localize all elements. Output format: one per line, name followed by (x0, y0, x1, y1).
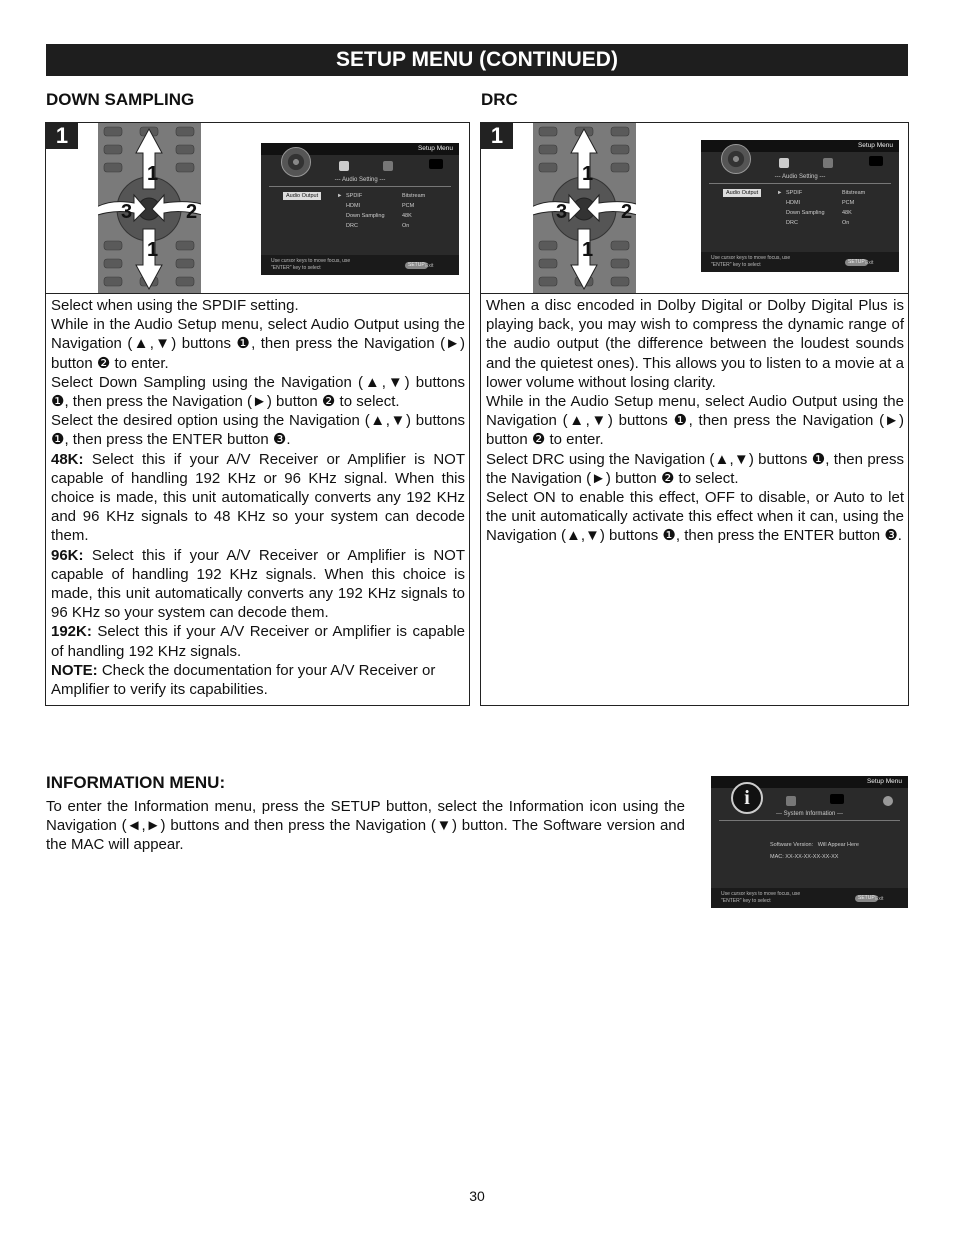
audio-output-selected: Audio Output (283, 192, 321, 200)
drc-text: When a disc encoded in Dolby Digital or Dolby Digital Plus is playing back, you may wish to compress the dynamic range of the audio output (the difference between the loudest sounds and the quietest ones). This allows you to listen to a movie at a lower volume without losing clarity. While in the Audio Setup menu, select Audio Output using the Navigation (▲,▼) buttons ❶, then press the Navigation (►) button ❷ to enter. Select DRC using the Navigation (▲,▼) buttons ❶, then press the Navigation (►) button ❷ to select. Select ON to enable this effect, OFF to disable, or Auto to let the unit automatically activate this effect when it can, using the Navigation (▲,▼) buttons ❶, then press the ENTER button ❸. (486, 297, 904, 545)
screen-header: Setup Menu (701, 140, 899, 152)
info-tab-icon (339, 161, 349, 171)
nav-up-label: 1 (582, 163, 594, 185)
nav-right-label: 2 (621, 201, 633, 223)
audio-output-selected: Audio Output (723, 189, 761, 197)
screen-header: Setup Menu (261, 143, 459, 155)
nav-right-label: 2 (186, 201, 198, 223)
information-text: To enter the Information menu, press the SETUP button, select the Information icon using the Navigation (◄,►) buttons and then press the Navigation (▼) button. The Software version and the MAC will appear. (46, 798, 685, 854)
video-tab-icon (869, 156, 883, 166)
disc-icon (281, 147, 311, 177)
info-icon: i (731, 782, 763, 814)
screen-footer: Use cursor keys to move focus, use "ENTER" key to select SETUP Exit (701, 252, 899, 272)
audio-tab-icon (786, 796, 796, 806)
audio-tab-icon (383, 161, 393, 171)
drc-panel (480, 122, 909, 706)
drc-illustration (481, 123, 908, 294)
audio-setting-screen: Setup Menu --- Audio Setting --- Audio Output ► SPDIF Bitstream HDMI PCM Down Sampling 48K DRC On Use cursor keys to move focus, use "ENTER" key to select SETUP Exit (701, 140, 899, 272)
setup-button-icon: SETUP (855, 895, 878, 902)
down-sampling-illustration (46, 123, 469, 294)
enter-label: 3 (556, 201, 568, 223)
step-badge: 1 (46, 123, 78, 149)
enter-label: 3 (121, 201, 133, 223)
preference-tab-icon (883, 796, 893, 806)
page-number: 30 (469, 1188, 485, 1204)
system-information-screen: Setup Menu i --- System Information --- Software Version: Will Appear Here MAC: XX-XX-XX-XX-XX-XX Use cursor keys to move focus, use "ENTER" key to select SETUP Exit (711, 776, 908, 908)
screen-header: Setup Menu (711, 776, 908, 788)
down-sampling-title: DOWN SAMPLING (46, 90, 195, 109)
nav-down-label: 1 (582, 239, 594, 261)
disc-icon (721, 144, 751, 174)
software-version-row: Software Version: Will Appear Here (770, 842, 859, 848)
video-tab-icon (429, 159, 443, 169)
down-sampling-panel (45, 122, 470, 706)
mac-row: MAC: XX-XX-XX-XX-XX-XX (770, 854, 839, 860)
nav-down-label: 1 (147, 239, 159, 261)
audio-tab-icon (823, 158, 833, 168)
information-title: INFORMATION MENU: (46, 773, 226, 792)
step-badge: 1 (481, 123, 513, 149)
info-tab-icon (779, 158, 789, 168)
screen-footer: Use cursor keys to move focus, use "ENTER" key to select SETUP Exit (261, 255, 459, 275)
audio-setting-screen: Setup Menu --- Audio Setting --- Audio Output ► SPDIF Bitstream HDMI PCM Down Sampling 48K DRC On Use cursor keys to move focus, use "ENTER" key to select SETUP Exit (261, 143, 459, 275)
page-title: SETUP MENU (CONTINUED) (46, 44, 908, 76)
down-sampling-text: Select when using the SPDIF setting. While in the Audio Setup menu, select Audio Output using the Navigation (▲,▼) buttons ❶, then press the Navigation (►) button ❷ to enter. Select Down Sampling using the Navigation (▲,▼) buttons ❶, then press the Navigation (►) button ❷ to select. Select the desired option using the Navigation (▲,▼) buttons ❶, then press the ENTER button ❸. 48K: Select this if your A/V Receiver or Amplifier is NOT capable of handling 192 KHz or 96 KHz signal. When this choice is made, this unit automatically converts any 192 KHz and 96 KHz signals to 48 KHz so your system can decode them. 96K: Select this if your A/V Receiver or Amplifier is NOT capable of handling 192 KHz signals. When this choice is made, this unit automatically converts any 192 KHz signals to 96 KHz so your system can decode them. 192K: Select this if your A/V Receiver or Amplifier is capable of handling 192 KHz signals. NOTE: Check the documentation for your A/V Receiver or Amplifier to verify its capabilities. (51, 297, 465, 699)
drc-title: DRC (481, 90, 518, 109)
nav-up-label: 1 (147, 163, 159, 185)
setup-button-icon: SETUP (405, 262, 428, 269)
screen-footer: Use cursor keys to move focus, use "ENTER" key to select SETUP Exit (711, 888, 908, 908)
setup-button-icon: SETUP (845, 259, 868, 266)
video-tab-icon (830, 794, 844, 804)
